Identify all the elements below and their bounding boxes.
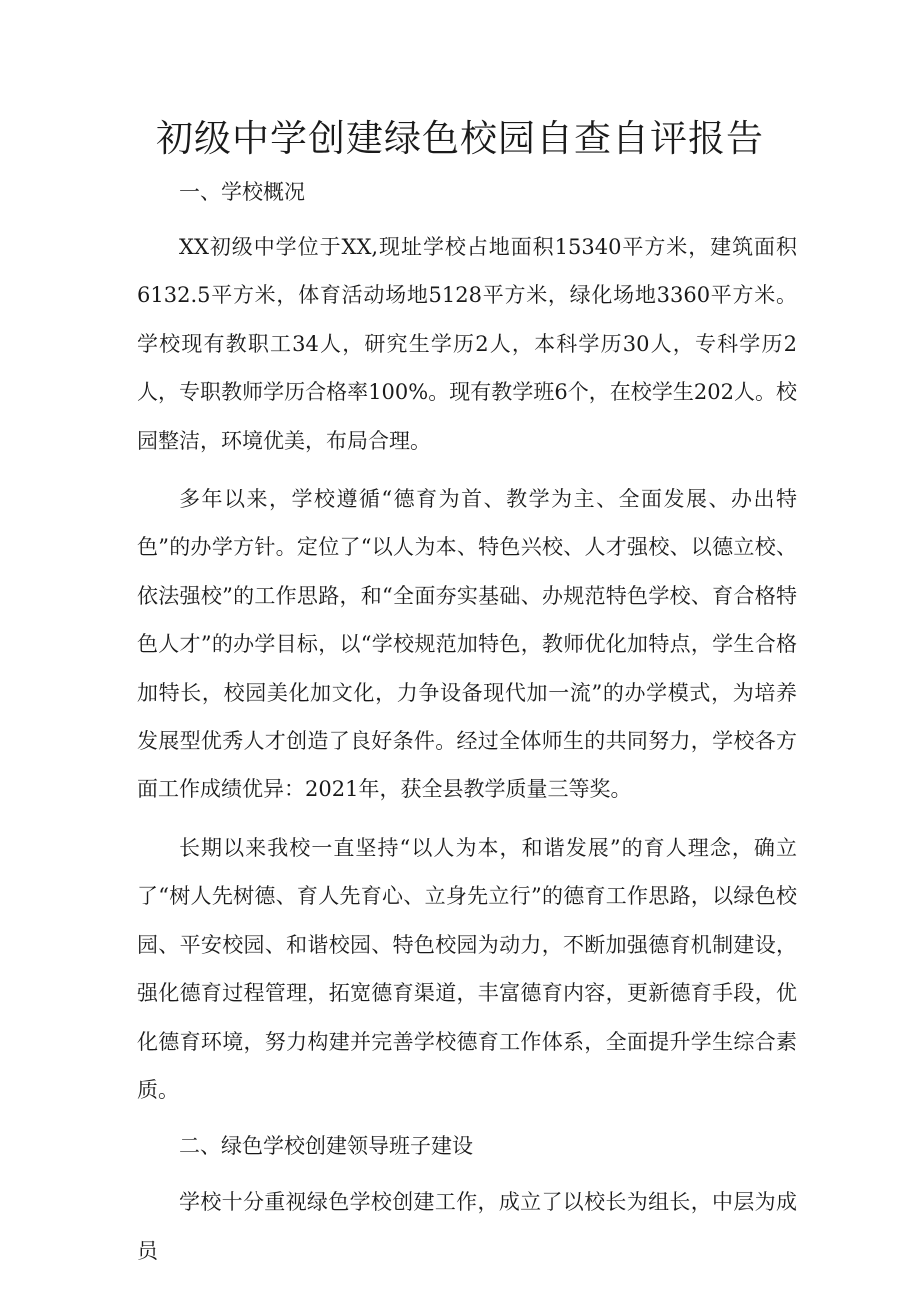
document-body: [137, 174, 797, 1275]
section-heading-school-overview: 一、学校概况: [179, 180, 305, 204]
paragraph-leadership-intro: 学校十分重视绿色学校创建工作，成立了以校长为组长，中层为成员: [137, 1190, 797, 1263]
paragraph-school-philosophy: 多年以来，学校遵循“德育为首、教学为主、全面发展、办出特色”的办学方针。定位了“以人为本、特色兴校、人才强校、以德立校、依法强校”的工作思路，和“全面夯实基础、办规范特色学校、育合格特色人才”的办学目标，以“学校规范加特色，教师优化加特点，学生合格加特长，校园美化加文化，力争设备现代加一流”的办学模式，为培养发展型优秀人才创造了良好条件。经过全体师生的共同努力，学校各方面工作成绩优异：2021年，获全县教学质量三等奖。: [137, 487, 797, 802]
section-heading-leadership: 二、绿色学校创建领导班子建设: [179, 1134, 473, 1159]
paragraph-moral-education: 长期以来我校一直坚持“以人为本，和谐发展”的育人理念，确立了“树人先树德、育人先育心、立身先立行”的德育工作思路，以绿色校园、平安校园、和谐校园、特色校园为动力，不断加强德育机制建设，强化德育过程管理，拓宽德育渠道，丰富德育内容，更新德育手段，优化德育环境，努力构建并完善学校德育工作体系，全面提升学生综合素质。: [137, 835, 797, 1102]
paragraph-school-facts: XX初级中学位于XX,现址学校占地面积15340平方米，建筑面积6132.5平方米，体育活动场地5128平方米，绿化场地3360平方米。学校现有教职工34人，研究生学历2人，本科学历30人，专科学历2人，专职教师学历合格率100%。现有教学班6个，在校学生202人。校园整洁，环境优美，布局合理。: [137, 235, 797, 453]
document-title: 初级中学创建绿色校园自查自评报告: [156, 117, 764, 160]
